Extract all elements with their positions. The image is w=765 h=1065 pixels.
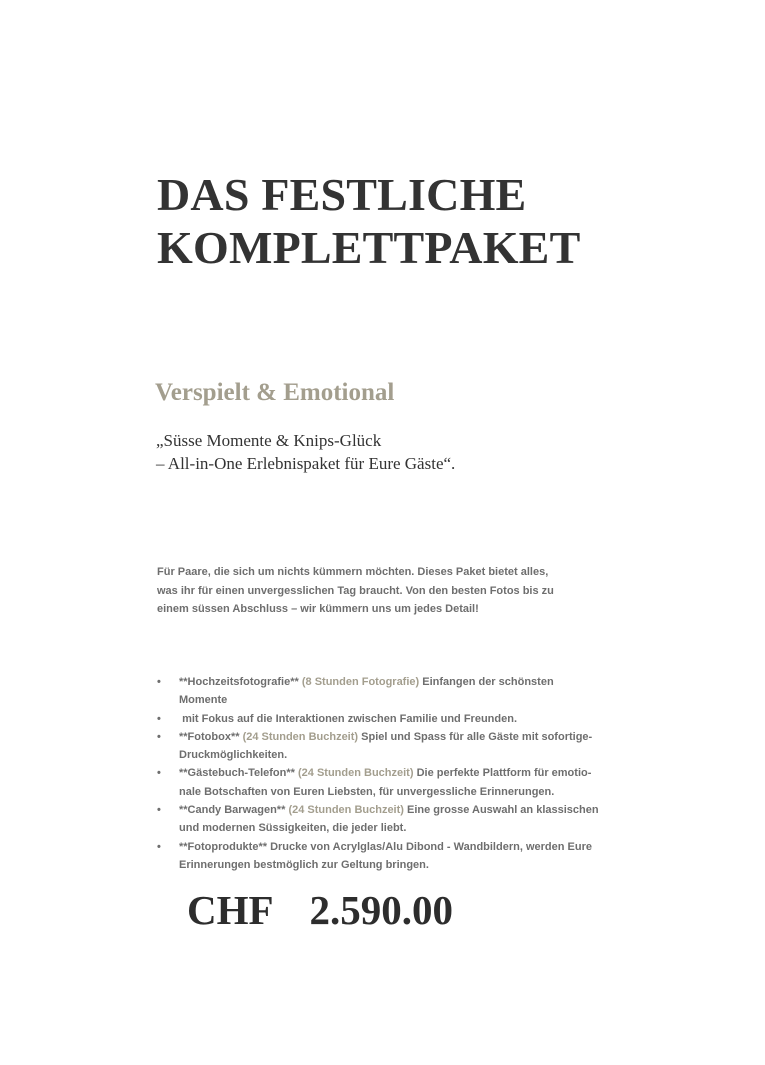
feature-name: **Candy Barwagen** (179, 804, 286, 817)
feature-item-gaestebuch-telefon (157, 764, 592, 801)
feature-line-1 (179, 673, 577, 691)
feature-line-1 (179, 801, 599, 819)
feature-detail: (24 Stunden Buchzeit) (298, 767, 414, 780)
feature-item-fotobox (157, 728, 593, 765)
title-line-1: DAS FESTLICHE (157, 169, 527, 220)
feature-line-2: Momente (179, 694, 228, 707)
price (187, 884, 453, 936)
page-title (157, 168, 580, 274)
feature-item-hochzeitsfotografie (157, 673, 577, 710)
bullet-icon: • (157, 676, 161, 688)
intro-line-3: einem süssen Abschluss – wir kümmern uns um jedes Detail! (157, 603, 479, 615)
feature-line-1 (179, 710, 577, 728)
feature-line-1 (179, 728, 593, 746)
quote-line-1: „Süsse Momente & Knips-Glück (156, 431, 382, 450)
feature-name: **Hochzeitsfotografie** (179, 676, 299, 688)
feature-detail: (24 Stunden Buchzeit) (242, 730, 359, 743)
feature-line-2: Erinnerungen bestmöglich zur Geltung bringen. (179, 858, 429, 871)
bullet-icon: • (157, 730, 161, 743)
feature-line-1 (179, 838, 592, 856)
intro-line-1: Für Paare, die sich um nichts kümmern möchten. Dieses Paket bietet alles, (157, 566, 549, 578)
feature-detail: (8 Stunden Fotografie) (301, 676, 420, 688)
title-line-2: KOMPLETTPAKET (157, 222, 581, 273)
bullet-icon: • (157, 840, 161, 853)
feature-text: Eine grosse Auswahl an klassischen (407, 804, 599, 817)
price-amount: 2.590.00 (309, 887, 454, 933)
feature-text: mit Fokus auf die Interaktionen zwischen Familie und Freunden. (182, 712, 517, 725)
feature-name: **Fotobox** (179, 730, 240, 743)
feature-line-2: nale Botschaften von Euren Liebsten, für unvergessliche Erinnerungen. (179, 785, 555, 798)
feature-detail: (24 Stunden Buchzeit) (288, 804, 404, 817)
feature-name: **Gästebuch-Telefon** (179, 767, 295, 780)
package-subtitle: Verspielt & Emotional (155, 379, 395, 406)
feature-line-1 (179, 764, 592, 782)
feature-line-2: Druckmöglichkeiten. (179, 749, 288, 762)
bullet-icon: • (157, 712, 161, 725)
feature-text: Spiel und Spass für alle Gäste mit sofortige- (361, 730, 593, 743)
feature-list (157, 673, 599, 874)
feature-line-2: und modernen Süssigkeiten, die jeder liebt. (179, 822, 407, 835)
quote-line-2: – All-in-One Erlebnispaket für Eure Gäste“. (156, 454, 456, 473)
feature-text: Einfangen der schönsten (422, 676, 554, 688)
feature-item-fotoprodukte (157, 838, 592, 875)
price-currency: CHF (187, 887, 274, 933)
feature-text: Die perfekte Plattform für emotio- (416, 767, 592, 780)
feature-name: **Fotoprodukte** (179, 840, 267, 853)
bullet-icon: • (157, 804, 161, 817)
bullet-icon: • (157, 767, 161, 780)
intro-line-2: was ihr für einen unvergesslichen Tag braucht. Von den besten Fotos bis zu (157, 584, 554, 597)
feature-item-candy-barwagen (157, 801, 599, 838)
package-quote (156, 429, 455, 475)
feature-item-fokus (157, 710, 577, 728)
intro-paragraph (157, 563, 554, 619)
feature-text: Drucke von Acrylglas/Alu Dibond - Wandbildern, werden Eure (270, 840, 592, 853)
